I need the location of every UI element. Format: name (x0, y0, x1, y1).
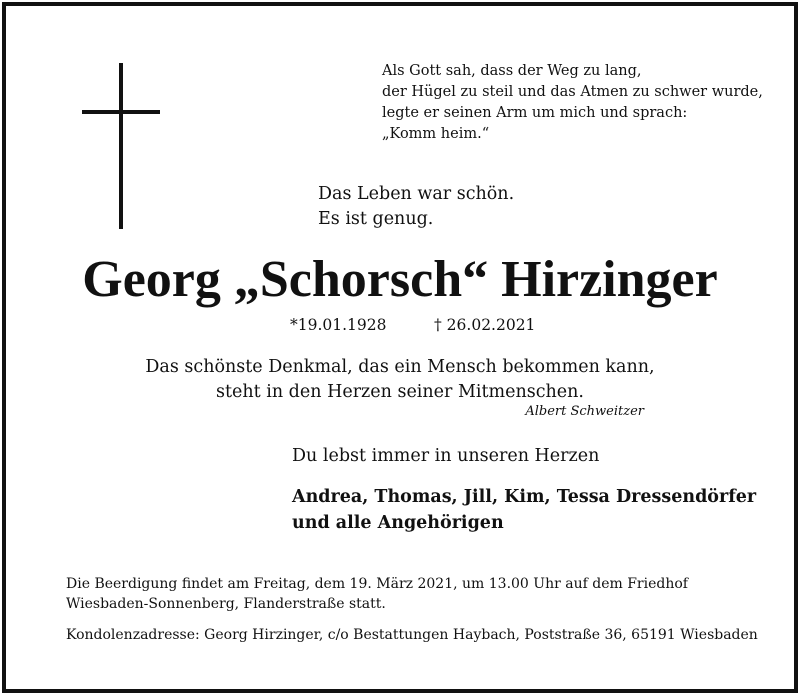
burial-notice (66, 574, 688, 614)
quote-line: Das schönste Denkmal, das ein Mensch bekommen kann, (145, 357, 655, 377)
poem-line: „Komm heim.“ (382, 126, 490, 142)
farewell-line: Du lebst immer in unseren Herzen (292, 446, 600, 466)
mourners-line: Andrea, Thomas, Jill, Kim, Tessa Dressendörfer (292, 487, 757, 507)
motto (318, 182, 514, 232)
birth-date: *19.01.1928 (290, 316, 387, 334)
poem-line: legte er seinen Arm um mich und sprach: (382, 105, 688, 121)
poem-line: der Hügel zu steil und das Atmen zu schwer wurde, (382, 84, 763, 100)
burial-line: Wiesbaden-Sonnenberg, Flanderstraße statt. (66, 596, 386, 612)
motto-line: Es ist genug. (318, 209, 434, 229)
poem (382, 61, 782, 145)
mourners (292, 484, 756, 536)
condolence-address: Kondolenzadresse: Georg Hirzinger, c/o Bestattungen Haybach, Poststraße 36, 65191 Wiesbaden (66, 627, 758, 643)
memorial-quote (6, 355, 794, 405)
deceased-name: Georg „Schorsch“ Hirzinger (82, 251, 718, 308)
quote-author: Albert Schweitzer (525, 404, 644, 419)
burial-line: Die Beerdigung findet am Freitag, dem 19. März 2021, um 13.00 Uhr auf dem Friedhof (66, 576, 688, 592)
motto-line: Das Leben war schön. (318, 184, 515, 204)
obituary-frame (2, 2, 798, 693)
poem-line: Als Gott sah, dass der Weg zu lang, (382, 63, 642, 79)
death-date: † 26.02.2021 (434, 316, 536, 334)
quote-line: steht in den Herzen seiner Mitmenschen. (216, 382, 584, 402)
mourners-line: und alle Angehörigen (292, 513, 504, 533)
cross-icon (82, 63, 160, 229)
